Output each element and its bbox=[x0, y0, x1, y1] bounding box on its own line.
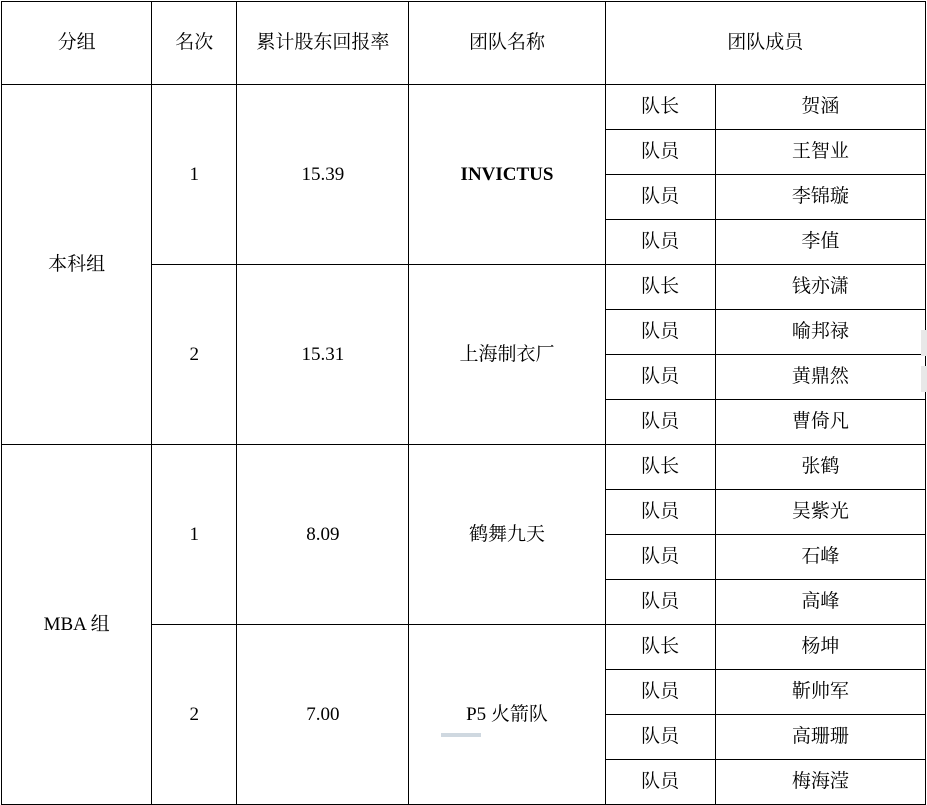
member-role: 队长 bbox=[605, 85, 715, 130]
member-name: 高峰 bbox=[715, 580, 925, 625]
member-name: 吴紫光 bbox=[715, 490, 925, 535]
table-row bbox=[2, 445, 926, 490]
member-role: 队员 bbox=[605, 355, 715, 400]
member-name: 黄鼎然 bbox=[715, 355, 925, 400]
member-role: 队员 bbox=[605, 760, 715, 805]
scroll-marker bbox=[921, 330, 927, 356]
return-cell: 7.00 bbox=[237, 625, 409, 805]
member-role: 队员 bbox=[605, 670, 715, 715]
member-name: 张鹤 bbox=[715, 445, 925, 490]
member-role: 队员 bbox=[605, 490, 715, 535]
member-name: 钱亦潇 bbox=[715, 265, 925, 310]
member-role: 队长 bbox=[605, 625, 715, 670]
member-name: 李值 bbox=[715, 220, 925, 265]
member-name: 喻邦禄 bbox=[715, 310, 925, 355]
group-cell-undergrad: 本科组 bbox=[2, 85, 152, 445]
member-name: 王智业 bbox=[715, 130, 925, 175]
member-role: 队员 bbox=[605, 400, 715, 445]
team-name-cell: P5 火箭队 bbox=[409, 625, 605, 805]
member-name: 梅海滢 bbox=[715, 760, 925, 805]
member-name: 石峰 bbox=[715, 535, 925, 580]
rank-cell: 1 bbox=[152, 445, 237, 625]
member-name: 贺涵 bbox=[715, 85, 925, 130]
rank-cell: 2 bbox=[152, 625, 237, 805]
return-cell: 15.39 bbox=[237, 85, 409, 265]
rank-cell: 1 bbox=[152, 85, 237, 265]
group-cell-mba: MBA 组 bbox=[2, 445, 152, 805]
member-name: 靳帅军 bbox=[715, 670, 925, 715]
member-role: 队员 bbox=[605, 310, 715, 355]
results-table bbox=[1, 1, 926, 805]
team-name-cell: INVICTUS bbox=[409, 85, 605, 265]
table-header-row bbox=[2, 2, 926, 85]
member-role: 队长 bbox=[605, 265, 715, 310]
team-name-cell: 上海制衣厂 bbox=[409, 265, 605, 445]
return-cell: 15.31 bbox=[237, 265, 409, 445]
header-team-name: 团队名称 bbox=[409, 2, 605, 85]
scroll-marker bbox=[921, 366, 927, 392]
return-cell: 8.09 bbox=[237, 445, 409, 625]
table-row bbox=[2, 85, 926, 130]
member-name: 杨坤 bbox=[715, 625, 925, 670]
header-rank: 名次 bbox=[152, 2, 237, 85]
team-name-cell: 鹤舞九天 bbox=[409, 445, 605, 625]
page-edge-marker bbox=[441, 733, 481, 737]
rank-cell: 2 bbox=[152, 265, 237, 445]
member-name: 高珊珊 bbox=[715, 715, 925, 760]
member-role: 队员 bbox=[605, 715, 715, 760]
member-role: 队员 bbox=[605, 130, 715, 175]
header-members: 团队成员 bbox=[605, 2, 925, 85]
member-role: 队员 bbox=[605, 535, 715, 580]
member-name: 曹倚凡 bbox=[715, 400, 925, 445]
member-role: 队员 bbox=[605, 220, 715, 265]
member-name: 李锦璇 bbox=[715, 175, 925, 220]
header-group: 分组 bbox=[2, 2, 152, 85]
header-return: 累计股东回报率 bbox=[237, 2, 409, 85]
member-role: 队员 bbox=[605, 580, 715, 625]
member-role: 队员 bbox=[605, 175, 715, 220]
member-role: 队长 bbox=[605, 445, 715, 490]
